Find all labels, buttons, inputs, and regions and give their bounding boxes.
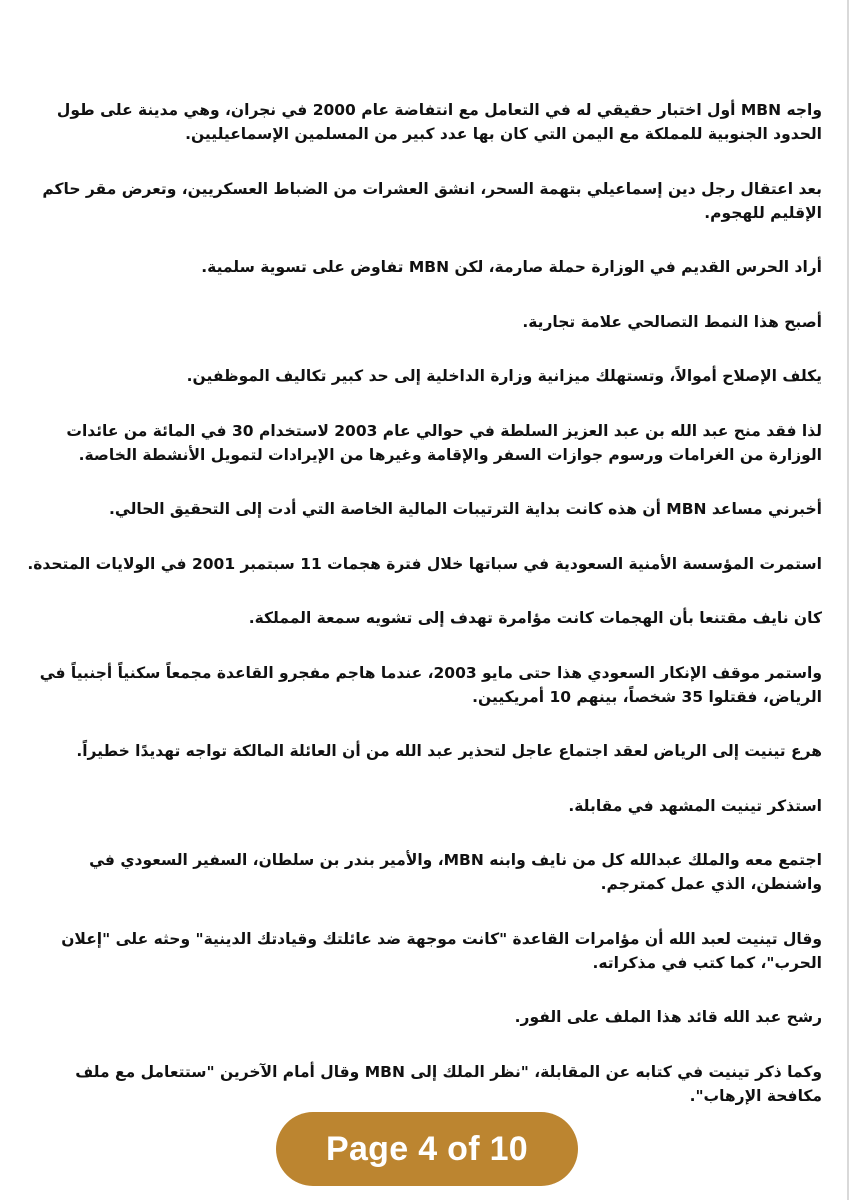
paragraph-4: أصبح هذا النمط التصالحي علامة تجارية. xyxy=(522,312,822,331)
paragraph-6: لذا فقد منح عبد الله بن عبد العزيز السلطة في حوالي عام 2003 لاستخدام 30 في المائة من عائدات الوزارة من الغرامات ورسوم جوازات السفر والإقامة وغيرها من الإيرادات لتمويل الأنشطة الخاصة. xyxy=(66,421,822,464)
paragraph-15: رشح عبد الله قائد هذا الملف على الفور. xyxy=(514,1008,822,1026)
paragraph-5: يكلف الإصلاح أموالاً، وتستهلك ميزانية وزارة الداخلية إلى حد كبير تكاليف الموظفين. xyxy=(186,367,822,385)
paragraph-9: كان نايف مقتنعا بأن الهجمات كانت مؤامرة تهدف إلى تشويه سمعة المملكة. xyxy=(248,609,822,627)
page-indicator-pill[interactable] xyxy=(276,1112,578,1186)
paragraph-11: هرع تينيت إلى الرياض لعقد اجتماع عاجل لتحذير عبد الله من أن العائلة المالكة تواجه تهديدًا خطيراً. xyxy=(76,742,822,760)
paragraph-12: استذكر تينيت المشهد في مقابلة. xyxy=(568,796,822,815)
paragraph-2: بعد اعتقال رجل دين إسماعيلي بتهمة السحر، انشق العشرات من الضباط العسكريين، وتعرض مقر حاكم الإقليم للهجوم. xyxy=(42,179,822,222)
paragraph-3: أراد الحرس القديم في الوزارة حملة صارمة، لكن MBN تفاوض على تسوية سلمية. xyxy=(201,258,822,276)
article-body xyxy=(26,98,822,1138)
paragraph-14: وقال تينيت لعبد الله أن مؤامرات القاعدة "كانت موجهة ضد عائلتك وقيادتك الدينية" وحثه على "إعلان الحرب"، كما كتب في مذكراته. xyxy=(61,929,822,972)
paragraph-7: أخبرني مساعد MBN أن هذه كانت بداية الترتيبات المالية الخاصة التي أدت إلى التحقيق الحالي. xyxy=(109,500,822,518)
paragraph-13: اجتمع معه والملك عبدالله كل من نايف وابنه MBN، والأمير بندر بن سلطان، السفير السعودي في واشنطن، الذي عمل كمترجم. xyxy=(89,851,822,893)
paragraph-1: واجه MBN أول اختبار حقيقي له في التعامل مع انتفاضة عام 2000 في نجران، وهي مدينة على طول الحدود الجنوبية للمملكة مع اليمن التي كان بها عدد كبير من المسلمين الإسماعيليين. xyxy=(56,101,822,143)
paragraph-10: واستمر موقف الإنكار السعودي هذا حتى مايو 2003، عندما هاجم مفجرو القاعدة مجمعاً سكنياً أجنبياً في الرياض، فقتلوا 35 شخصاً، بينهم 10 أمريكيين. xyxy=(39,663,822,706)
paragraph-8: استمرت المؤسسة الأمنية السعودية في سباتها خلال فترة هجمات 11 سبتمبر 2001 في الولايات المتحدة. xyxy=(27,554,822,573)
right-edge-divider xyxy=(847,0,849,1200)
page-indicator-label: Page 4 of 10 xyxy=(325,1129,529,1168)
paragraph-16: وكما ذكر تينيت في كتابه عن المقابلة، "نظر الملك إلى MBN وقال أمام الآخرين "ستتعامل مع ملف مكافحة الإرهاب". xyxy=(75,1062,822,1105)
